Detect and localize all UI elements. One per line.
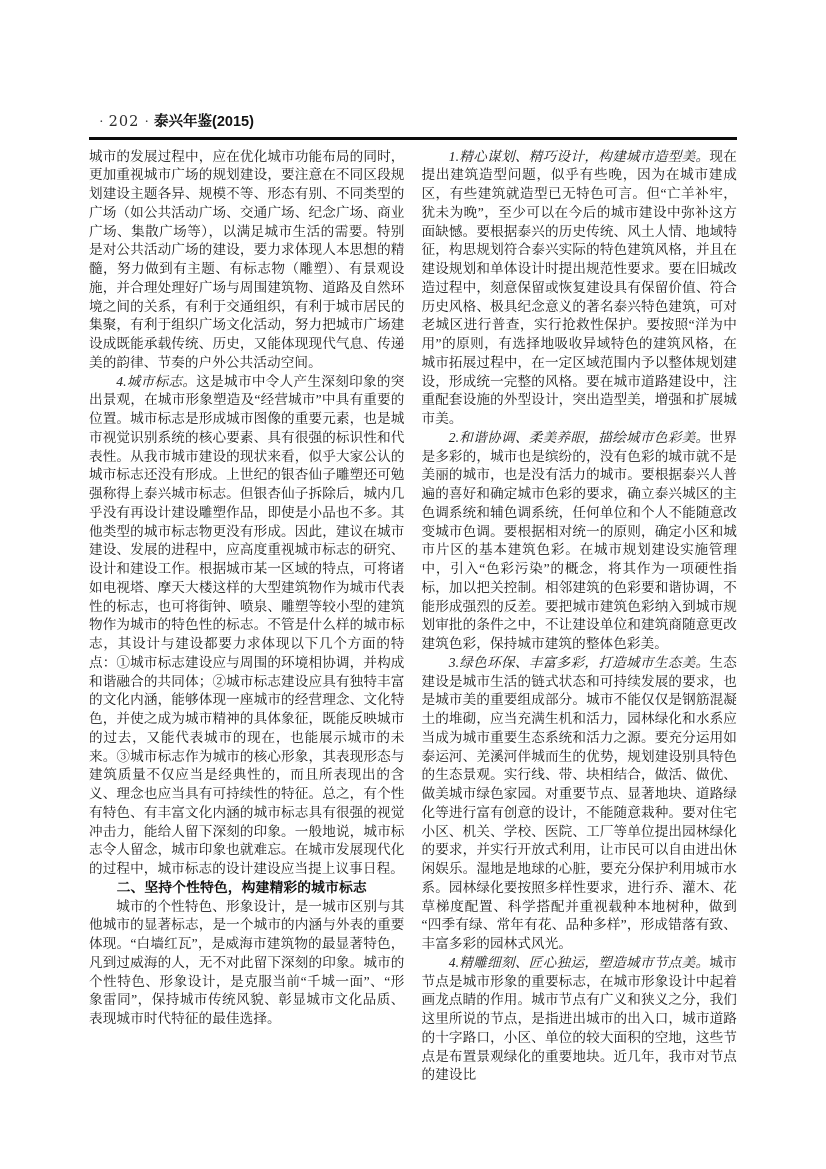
header-rule bbox=[89, 137, 737, 140]
paragraph-text: 这是城市中令人产生深刻印象的突出景观，在城市形象塑造及“经营城市”中具有重要的位置。城市标志是形成城市图像的重要元素，也是城市视觉识别系统的核心要素、具有很强的标识性和代表性。从我市城市建设的现状来看，似乎大家公认的城市标志还没有形成。上世纪的银杏仙子雕塑还可勉强称得上泰兴城市标志。但银杏仙子拆除后，城内几乎没有再设计建设雕塑作品，即使是小品也不多。其他类型的城市标志物更没有形成。因此，建议在城市建设、发展的进程中，应高度重视城市标志的研究、设计和建设工作。根据城市某一区域的特点，可将诸如电视塔、摩天大楼这样的大型建筑物作为城市代表性的标志，也可将街钟、喷泉、雕塑等较小型的建筑物作为城市的特色性的标志。不管是什么样的城市标志，其设计与建设都要力求体现以下几个方面的特点：①城市标志建设应与周围的环境相协调，并构成和谐融合的共同体；②城市标志建设应具有独特丰富的文化内涵，能够体现一座城市的经营理念、文化特色，并使之成为城市精神的具体象征，既能反映城市的过去，又能代表城市的现在，也能展示城市的未来。③城市标志作为城市的核心形象，其表现形态与建筑质量不仅应当是经典性的，而且所表现出的含义、理念也应当具有可持续性的特征。总之，有个性有特色、有丰富文化内涵的城市标志具有很强的视觉冲击力，能给人留下深刻的印象。一般地说，城市标志令人留念，城市印象也就难忘。在城市发展现代化的过程中，城市标志的设计建设应当提上议事日程。 bbox=[89, 373, 405, 876]
paragraph-lead: 3.绿色环保、丰富多彩，打造城市生态美。 bbox=[448, 654, 710, 670]
text-columns bbox=[89, 148, 737, 1086]
paragraph-item-1 bbox=[422, 148, 738, 429]
page-content bbox=[89, 112, 737, 1085]
paragraph-lead: 4.精雕细刻、匠心独运，塑造城市节点美。 bbox=[448, 954, 710, 970]
paragraph-lead: 4.城市标志。 bbox=[116, 373, 197, 389]
right-column bbox=[422, 148, 738, 1086]
paragraph-character-feature bbox=[89, 898, 405, 1029]
paragraph-item-4 bbox=[422, 954, 738, 1085]
paragraph-lead: 2.和谐协调、柔美养眼，描绘城市色彩美。 bbox=[448, 429, 710, 445]
page-header bbox=[89, 112, 737, 133]
paragraph-text: 世界是多彩的，城市也是缤纷的，没有色彩的城市就不是美丽的城市，也是没有活力的城市。要根据泰兴人普遍的喜好和确定城市色彩的要求，确立泰兴城区的主色调系统和辅色调系统，任何单位和个人不能随意改变城市色调。要根据相对统一的原则，确定小区和城市片区的基本建筑色彩。在城市规划建设实施管理中，引入“色彩污染”的概念，将其作为一项硬性指标，加以把关控制。相邻建筑的色彩要和谐协调，不能形成强烈的反差。要把城市建筑色彩纳入到城市规划审批的条件之中，不让建设单位和建筑商随意更改建筑色彩，保持城市建筑的整体色彩美。 bbox=[421, 429, 737, 651]
paragraph-text: 生态建设是城市生活的链式状态和可持续发展的要求，也是城市美的重要组成部分。城市不能仅仅是钢筋混凝土的堆砌，应当充满生机和活力，园林绿化和水系应当成为城市重要生态系统和活力之源。要充分运用如泰运河、羌溪河伴城而生的优势，规划建设别具特色的生态景观。实行线、带、块相结合，做活、做优、做美城市绿色家园。对重要节点、显著地块、道路绿化等进行富有创意的设计，不能随意栽种。要对住宅小区、机关、学校、医院、工厂等单位提出园林绿化的要求，并实行开放式利用，让市民可以自由进出休闲娱乐。湿地是地球的心脏，要充分保护利用城市水系。园林绿化要按照多样性要求，进行乔、灌木、花草梯度配置、科学搭配并重视载种本地树种，做到“四季有绿、常年有花、品种多样”，形成错落有致、丰富多彩的园林式风光。 bbox=[421, 654, 737, 951]
left-column bbox=[89, 148, 405, 1086]
paragraph-text: 城市的个性特色、形象设计，是一城市区别与其他城市的显著标志，是一个城市的内涵与外表的重要体现。“白墙红瓦”，是威海市建筑物的最显著特色，凡到过威海的人，无不对此留下深刻的印象。城市的个性特色、形象设计，是克服当前“千城一面”、“形象雷同”，保持城市传统风貌、彰显城市文化品质、表现城市时代特征的最佳选择。 bbox=[89, 898, 405, 1026]
paragraph-item-2 bbox=[422, 429, 738, 654]
paragraph-lead: 1.精心谋划、精巧设计，构建城市造型美。 bbox=[448, 148, 710, 164]
book-title: 泰兴年鉴(2015) bbox=[154, 114, 254, 130]
paragraph-continuation bbox=[89, 148, 405, 373]
paragraph-item-3 bbox=[422, 654, 738, 954]
paragraph-text: 城市的发展过程中，应在优化城市功能布局的同时，更加重视城市广场的规划建设，要注意在不同区段规划建设主题各异、规模不等、形态有别、不同类型的广场（如公共活动广场、交通广场、纪念广场、商业广场、集散广场等），以满足城市生活的需要。特别是对公共活动广场的建设，要力求体现人本思想的精髓，努力做到有主题、有标志物（雕塑）、有景观设施，并合理处理好广场与周围建筑物、道路及自然环境之间的关系，有利于交通组织，有利于城市居民的集聚，有利于组织广场文化活动，努力把城市广场建设成既能承载传统、历史，又能体现现代气息、传递美的韵律、节奏的户外公共活动空间。 bbox=[89, 148, 405, 370]
paragraph-city-landmark bbox=[89, 373, 405, 879]
section-heading: 二、坚持个性特色，构建精彩的城市标志 bbox=[116, 879, 367, 895]
paragraph-text: 现在提出建筑造型问题，似乎有些晚，因为在城市建成区，有些建筑就造型已无特色可言。但“亡羊补牢，犹未为晚”，至少可以在今后的城市建设中弥补这方面缺憾。要根据泰兴的历史传统、风土人情、地域特征，构思规划符合泰兴实际的特色建筑风格，并且在建设规划和单体设计时提出规范性要求。要在旧城改造过程中，刻意保留或恢复建设具有保留价值、符合历史风格、极具纪念意义的著名泰兴特色建筑，可对老城区进行普查，实行抢救性保护。要按照“洋为中用”的原则，有选择地吸收异域特色的建筑风格，在城市拓展过程中，在一定区域范围内予以整体规划建设，形成统一完整的风格。要在城市道路建设中，注重配套设施的外型设计，突出造型美，增强和扩展城市美。 bbox=[421, 148, 737, 426]
header-dot-icon: · bbox=[144, 115, 150, 130]
header-dot-icon: · bbox=[99, 115, 104, 130]
page-number: 202 bbox=[108, 114, 140, 130]
paragraph-text: 城市节点是城市形象的重要标志，在城市形象设计中起着画龙点睛的作用。城市节点有广义和狭义之分，我们这里所说的节点，是指进出城市的出入口，城市道路的十字路口，小区、单位的较大面积的空地，这些节点是布置景观绿化的重要地块。近几年，我市对节点的建设比 bbox=[421, 954, 737, 1083]
